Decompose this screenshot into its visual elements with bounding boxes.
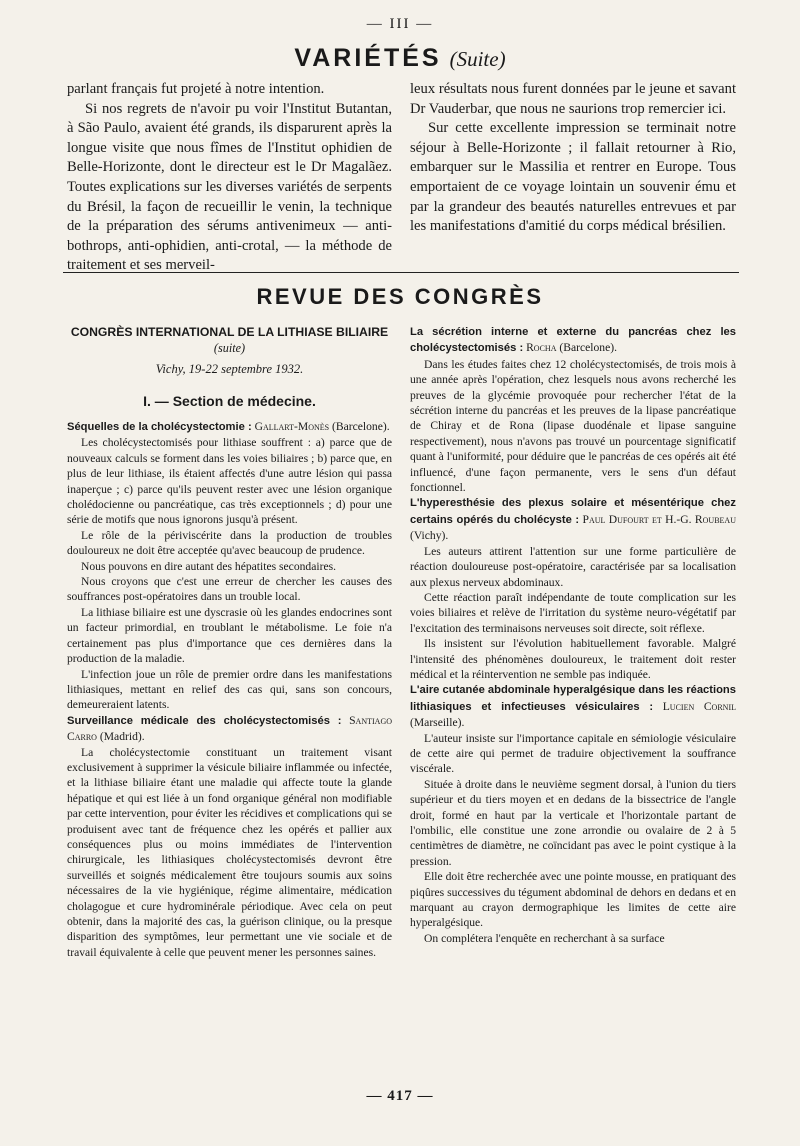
item-heading [410,682,736,730]
item-author: Gallart-Monès [254,420,330,433]
item-title: L'aire cutanée abdominale hyperalgésique dans les réactions lithiasiques et infectieuses vésiculaires : [410,684,736,713]
body-left-column [67,324,392,960]
item-author: Rocha [526,341,557,355]
item-paragraph: Nous pouvons en dire autant des hépatites secondaires. [81,559,336,573]
item-title: Séquelles de la cholécystectomie : [67,421,252,433]
body-right-column [410,324,736,946]
item-paragraph: La cholécystectomie constituant un traitement visant exclusivement à supprimer la vésicule biliaire inflammée ou infectée, et la lithiase biliaire étant une maladie qui affecte toute la glande hépatique et qui est liée à un fond organique général non modifiable par cette intervention, pour éviter les récidives et complications qui se produisent avec tant de fréquence chez les opérés et pallier aux conséquences plus ou moins immédiates de l'intervention chirurgicale, les lithiasiques cholécystectomisés devront être surveillés et soignés médicalement être toujours soumis aux soins nécessaires de la vie hygiénique, régime alimentaire, médication cholagogue et cure hydrominérale périodique. Avec cela on peut obtenir, dans la majorité des cas, la guérison clinique, ou la presque disparition des symptômes, leur permettant une vie sociale et de travail équivalente à celle que peuvent mener les personnes saines. [67,745,392,959]
item-paragraph: Les cholécystectomisés pour lithiase souffrent : a) parce que de nouveaux calculs se forment dans les voies biliaires ; b) parce que, en plus de leur lithiase, ils étaient affectés d'une autre lésion qui passa inaperçue ; c) parce qu'ils peuvent rester avec une lésion organique cholédocienne ou pancréatique, cas très exceptionnels ; d) pour une série de motifs que nous ignorons jusqu'à présent. [67,436,392,527]
section-divider [63,272,739,273]
item-paragraph: Les auteurs attirent l'attention sur une forme particulière de réaction douloureuse post-opératoire, caractérisée par sa localisation aux plexus nerveux abdominaux. [410,544,736,589]
item-place: (Vichy). [410,529,449,543]
item-author: Lucien Cornil [662,699,736,713]
varietes-left-column [67,80,392,276]
section-heading: I. — Section de médecine. [143,393,316,409]
congress-name: CONGRÈS INTERNATIONAL DE LA LITHIASE BILIAIRE [70,325,389,339]
item-paragraph: Ils insistent sur l'évolution habituellement favorable. Malgré l'intensité des phénomènes douloureux, le traitement doit rester médical et la réintervention ne semble pas indiquée. [410,637,736,681]
item-heading [410,324,736,357]
varietes-left-p2: Si nos regrets de n'avoir pu voir l'Institut Butantan, à São Paulo, avaient été grands, ils disparurent après la longue visite que nous fîmes de l'Institut ophidien de Belle-Horizonte, dont le directeur est le Dr Magalãez. Toutes explications sur les diverses variétés de serpents du Brésil, la façon de recueillir le venin, la technique de la préparation des sérums antivenimeux — anti-bothrops, anti-ophidien, anti-crotal, — la méthode de traitement et ses merveil- [67,100,392,274]
varietes-right-p1: leux résultats nous furent données par le jeune et savant Dr Vauderbar, que nous ne saurions trop remercier ici. [410,81,736,117]
item-title: La sécrétion interne et externe du pancréas chez les cholécystectomisés : [410,326,736,355]
item-author: Paul Dufourt et H.-G. Roubeau [582,512,736,526]
varietes-heading [0,44,800,73]
page-number: — 417 — [366,1088,434,1104]
item-paragraph: On complétera l'enquête en recherchant à sa surface [424,931,665,945]
item-paragraph: Située à droite dans le neuvième segment dorsal, à l'union du tiers supérieur et du tiers moyen et en dedans de la bissectrice de l'angle droit, formé en haut par la verticale et l'horizontale partant de l'ombilic, elle constitue une zone arrondie ou ovalaire de 2 à 5 centimètres de diamètre, ne coïncidant pas avec le point cystique à la pression. [410,777,736,868]
item-title: Surveillance médicale des cholécystectomisés : [67,714,342,727]
item-paragraph: Cette réaction paraît indépendante de toute complication sur les voies biliaires et relève de l'irritation du système neuro-végétatif par l'excitation des terminaisons nerveuses soit directe, soit réflexe. [410,590,736,635]
varietes-left-p1: parlant français fut projeté à notre intention. [67,81,325,97]
revue-title: REVUE DES CONGRÈS [256,284,544,309]
varietes-title: VARIÉTÉS [294,44,442,72]
congress-title [67,324,392,356]
item-author: Santiago Carro [67,713,392,744]
varietes-right-column [410,80,736,237]
item-heading [67,419,392,435]
item-paragraph: Nous croyons que c'est une erreur de chercher les causes des souffrances post-opératoires dans un trouble local. [67,575,392,604]
item-heading [410,495,736,543]
item-heading [67,713,392,745]
item-place: (Marseille). [410,716,465,730]
item-paragraph: L'infection joue un rôle de premier ordre dans les manifestations lithiasiques, mettant en relief des cas qui, sans son concours, demeureraient latents. [67,667,392,712]
item-paragraph: Le rôle de la périviscérite dans la production de troubles douloureux ne doit être acceptée qu'avec beaucoup de prudence. [67,528,392,558]
item-place: (Madrid). [99,730,145,744]
item-title: L'hyperesthésie des plexus solaire et mésentérique chez certains opérés du cholécyste : [410,497,736,526]
varietes-right-p2: Sur cette excellente impression se terminait notre séjour à Belle-Horizonte ; il fallait retourner à Rio, embarquer sur le Massilia et rentrer en Europe. Tous emportaient de ce voyage lointain un souvenir ému et par la grandeur des beautés naturelles entrevues et par les manifestations d'amitié du corps médical brésilien. [410,120,736,235]
roman-page-number: — III — [366,16,434,32]
item-paragraph: La lithiase biliaire est une dyscrasie où les glandes endocrines sont un facteur primordial, en troublant le métabolisme. Le foie n'a certainement pas plus d'importance que ces dernières dans la production de la maladie. [67,605,392,666]
varietes-suite: (Suite) [449,47,506,71]
congress-date: Vichy, 19-22 septembre 1932. [155,362,304,376]
item-place: (Barcelone). [559,341,618,355]
item-paragraph: Dans les études faites chez 12 cholécystectomisés, de trois mois à une année après l'opération, chez lesquels nous avons recherché les preuves de la glycémie provoquée pour rechercher l'état de la sécrétion interne du pancréas et les preuves de la lipase pancréatique de Chiray et de Rona (lipase duodénale et lipase sanguine respectivement), nous n'avons pas trouvé un pourcentage significatif quant à l'uniformité, pour déduire que le pancréas de ces opérés ait été influencé, d'une façon permanente, vers le sens d'un défaut fonctionnel. [410,357,736,495]
item-paragraph: L'auteur insiste sur l'importance capitale en sémiologie vésiculaire de cette aire qui permet de traduire objectivement la souffrance viscérale. [410,731,736,776]
congress-suite: (suite) [213,341,246,355]
item-place: (Barcelone). [332,420,390,433]
item-paragraph: Elle doit être recherchée avec une pointe mousse, en pratiquant des piqûres successives du tégument abdominal de dehors en dedans et en marquant au crayon dermographique les limites de cette aire hyperalgésique. [410,870,736,930]
